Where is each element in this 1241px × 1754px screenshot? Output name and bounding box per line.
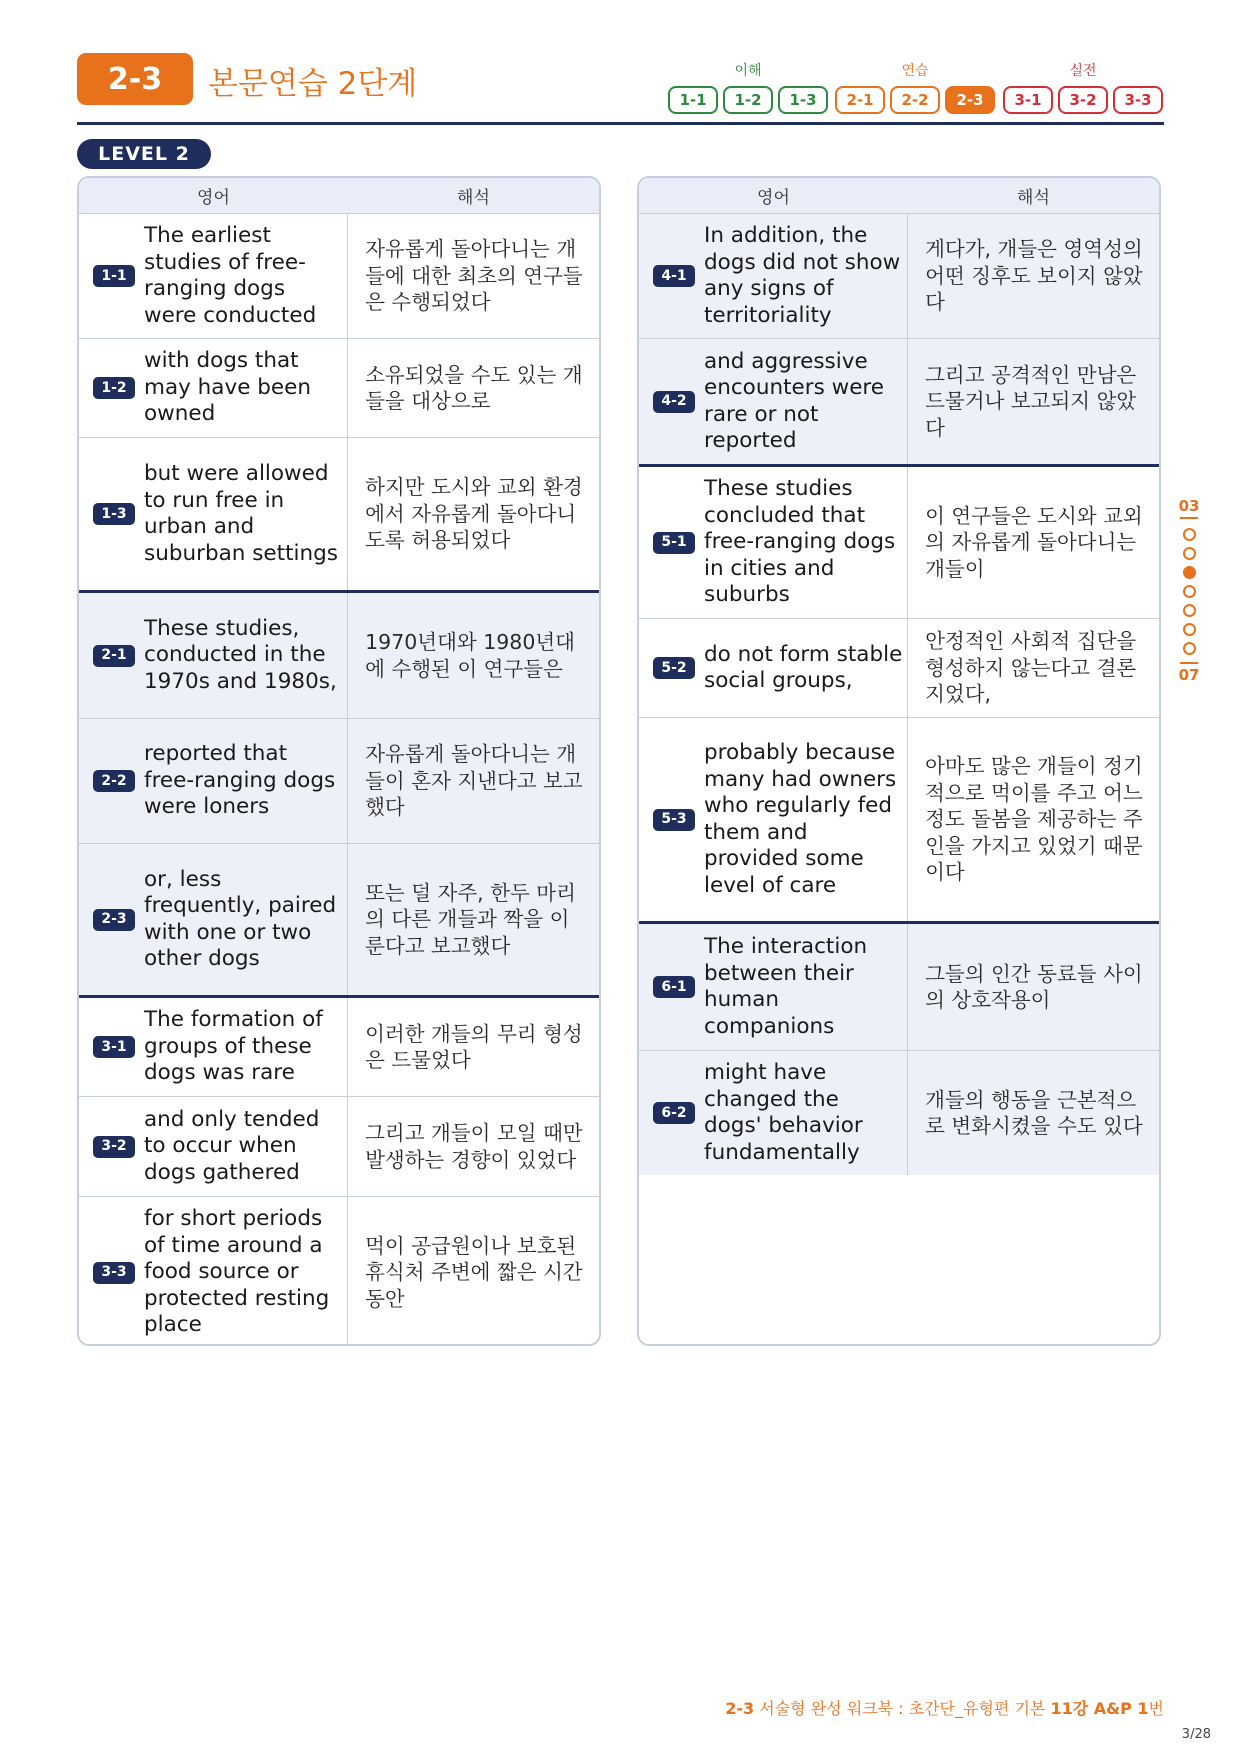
progress-dot[interactable] (1183, 585, 1196, 598)
english-text: These studies, conducted in the 1970s and 1980s, (144, 615, 337, 694)
korean-text: 개들의 행동을 근본적으로 변화시켰을 수도 있다 (925, 1087, 1143, 1138)
english-text: with dogs that may have been owned (144, 348, 311, 427)
step-group-label-real: 실전 (1069, 63, 1097, 79)
korean-cell (348, 593, 599, 718)
sentence-number-badge: 1-1 (93, 265, 135, 287)
english-cell (639, 924, 908, 1050)
sentence-number-badge: 4-1 (653, 265, 695, 287)
table-row (79, 719, 599, 844)
progress-dot-active[interactable] (1183, 566, 1196, 579)
table-row (79, 1197, 599, 1346)
korean-text: 하지만 도시와 교외 환경에서 자유롭게 돌아다니도록 허용되었다 (365, 475, 583, 553)
korean-text: 이 연구들은 도시와 교외의 자유롭게 돌아다니는 개들이 (925, 503, 1143, 581)
english-cell (79, 339, 348, 437)
korean-text: 그들의 인간 동료들 사이의 상호작용이 (925, 961, 1143, 1012)
english-cell (639, 718, 908, 921)
sentence-number-badge: 5-1 (653, 532, 695, 554)
sentence-number-badge: 1-2 (93, 377, 135, 399)
table-row (639, 467, 1159, 619)
step-2-3-button[interactable]: 2-3 (945, 86, 995, 114)
korean-text: 소유되었을 수도 있는 개들을 대상으로 (365, 362, 583, 413)
english-text: In addition, the dogs did not show any signs of territoriality (704, 223, 901, 328)
korean-cell (348, 214, 599, 338)
step-2-1-button[interactable]: 2-1 (835, 86, 885, 114)
table-row (639, 1051, 1159, 1175)
footer-suffix: 번 (1148, 1699, 1164, 1718)
korean-cell (348, 438, 599, 590)
step-group-label-practice: 연습 (901, 63, 929, 79)
table-row (639, 924, 1159, 1051)
english-text: probably because many had owners who regularly fed them and provided some level of care (704, 740, 897, 898)
sentence-number-badge: 3-1 (93, 1036, 135, 1058)
korean-cell (348, 1197, 599, 1346)
english-text: The earliest studies of free-ranging dogs were conducted (144, 223, 317, 328)
step-group-label-understand: 이해 (734, 63, 762, 79)
english-text: might have changed the dogs' behavior fundamentally (704, 1060, 863, 1165)
step-3-2-button[interactable]: 3-2 (1058, 86, 1108, 114)
sentence-table-left (77, 176, 601, 1346)
sentence-number-badge: 2-2 (93, 770, 135, 792)
korean-cell (348, 339, 599, 437)
step-1-2-button[interactable]: 1-2 (723, 86, 773, 114)
english-cell (79, 1197, 348, 1346)
table-row (79, 339, 599, 438)
english-cell (79, 844, 348, 995)
english-cell (79, 1097, 348, 1196)
korean-cell (908, 924, 1159, 1050)
korean-cell (908, 619, 1159, 717)
step-1-1-button[interactable]: 1-1 (668, 86, 718, 114)
english-text: do not form stable social groups, (704, 641, 903, 693)
column-header-korean: 해석 (457, 188, 490, 208)
korean-text: 1970년대와 1980년대에 수행된 이 연구들은 (365, 630, 575, 681)
table-row (639, 214, 1159, 339)
footer-caption (725, 1696, 1164, 1719)
korean-text: 그리고 공격적인 만남은 드물거나 보고되지 않았다 (925, 362, 1137, 440)
english-text: The formation of groups of these dogs was rare (144, 1007, 323, 1086)
sentence-number-badge: 3-3 (93, 1262, 135, 1284)
column-header-english: 영어 (197, 188, 230, 208)
korean-text: 그리고 개들이 모일 때만 발생하는 경향이 있었다 (365, 1121, 583, 1172)
english-cell (79, 214, 348, 338)
korean-cell (908, 467, 1159, 618)
table-row (79, 438, 599, 593)
english-text: reported that free-ranging dogs were loners (144, 741, 336, 820)
table-row (79, 214, 599, 339)
english-text: and aggressive encounters were rare or not reported (704, 348, 885, 453)
english-text: and only tended to occur when dogs gathered (144, 1106, 320, 1185)
korean-text: 먹이 공급원이나 보호된 휴식처 주변에 짧은 시간 동안 (365, 1233, 583, 1311)
progress-dot[interactable] (1183, 604, 1196, 617)
table-row (79, 844, 599, 998)
english-cell (639, 467, 908, 618)
section-badge: 2-3 (77, 53, 193, 105)
level-badge: LEVEL 2 (77, 139, 211, 169)
english-cell (79, 998, 348, 1096)
english-text: These studies concluded that free-ranging dogs in cities and suburbs (704, 476, 896, 608)
table-row (639, 339, 1159, 467)
progress-dot[interactable] (1183, 528, 1196, 541)
side-nav-divider (1180, 517, 1198, 519)
korean-cell (348, 1097, 599, 1196)
table-row (639, 619, 1159, 718)
step-group-real (1003, 86, 1163, 114)
footer-text: 서술형 완성 워크북 : 초간단_유형편 기본 (759, 1699, 1051, 1718)
english-cell (639, 619, 908, 717)
english-cell (639, 214, 908, 338)
english-text: for short periods of time around a food source or protected resting place (144, 1206, 330, 1338)
column-header-english: 영어 (757, 188, 790, 208)
english-cell (639, 339, 908, 464)
korean-text: 자유롭게 돌아다니는 개들이 혼자 지낸다고 보고했다 (365, 742, 583, 820)
side-progress-nav (1176, 497, 1202, 684)
sentence-number-badge: 6-2 (653, 1102, 695, 1124)
sentence-number-badge: 5-2 (653, 657, 695, 679)
english-cell (79, 593, 348, 718)
table-row (79, 998, 599, 1097)
korean-text: 아마도 많은 개들이 정기적으로 먹이를 주고 어느 정도 돌봄을 제공하는 주인을 가지고 있었기 때문이다 (925, 754, 1143, 885)
side-nav-start-number: 03 (1178, 497, 1200, 515)
progress-dot[interactable] (1183, 547, 1196, 560)
korean-text: 이러한 개들의 무리 형성은 드물었다 (365, 1021, 583, 1072)
table-header (79, 178, 599, 214)
sentence-number-badge: 2-1 (93, 645, 135, 667)
korean-cell (908, 718, 1159, 921)
table-row (79, 1097, 599, 1197)
english-text: or, less frequently, paired with one or two other dogs (144, 866, 337, 971)
side-nav-divider (1180, 662, 1198, 664)
english-text: The interaction between their human companions (704, 934, 868, 1039)
korean-cell (348, 844, 599, 995)
sentence-number-badge: 3-2 (93, 1136, 135, 1158)
sentence-number-badge: 6-1 (653, 976, 695, 998)
side-nav-end-number: 07 (1178, 666, 1200, 684)
korean-text: 또는 덜 자주, 한두 마리의 다른 개들과 짝을 이룬다고 보고했다 (365, 880, 576, 958)
english-text: but were allowed to run free in urban and suburban settings (144, 461, 338, 566)
korean-cell (908, 339, 1159, 464)
korean-text: 자유롭게 돌아다니는 개들에 대한 최초의 연구들은 수행되었다 (365, 237, 583, 315)
step-2-2-button[interactable]: 2-2 (890, 86, 940, 114)
korean-cell (348, 719, 599, 843)
korean-cell (348, 998, 599, 1096)
korean-cell (908, 1051, 1159, 1175)
english-cell (79, 719, 348, 843)
step-3-3-button[interactable]: 3-3 (1113, 86, 1163, 114)
progress-dot[interactable] (1183, 623, 1196, 636)
sentence-table-right (637, 176, 1161, 1346)
table-header (639, 178, 1159, 214)
column-header-korean: 해석 (1017, 188, 1050, 208)
sentence-number-badge: 1-3 (93, 503, 135, 525)
sentence-number-badge: 5-3 (653, 809, 695, 831)
korean-text: 게다가, 개들은 영역성의 어떤 징후도 보이지 않았다 (925, 237, 1143, 315)
step-1-3-button[interactable]: 1-3 (778, 86, 828, 114)
progress-dot[interactable] (1183, 642, 1196, 655)
english-cell (79, 438, 348, 590)
page-number: 3/28 (1181, 1727, 1211, 1742)
header-divider (77, 122, 1164, 125)
step-3-1-button[interactable]: 3-1 (1003, 86, 1053, 114)
page-title: 본문연습 2단계 (208, 66, 418, 102)
korean-text: 안정적인 사회적 집단을 형성하지 않는다고 결론지었다, (925, 629, 1137, 707)
table-row (79, 593, 599, 719)
footer-lesson: 11강 A&P 1 (1050, 1699, 1149, 1718)
sentence-number-badge: 2-3 (93, 909, 135, 931)
korean-cell (908, 214, 1159, 338)
sentence-number-badge: 4-2 (653, 391, 695, 413)
step-group-understand (668, 86, 828, 114)
english-cell (639, 1051, 908, 1175)
step-group-practice (835, 86, 995, 114)
table-row (639, 718, 1159, 924)
footer-code: 2-3 (725, 1699, 755, 1718)
